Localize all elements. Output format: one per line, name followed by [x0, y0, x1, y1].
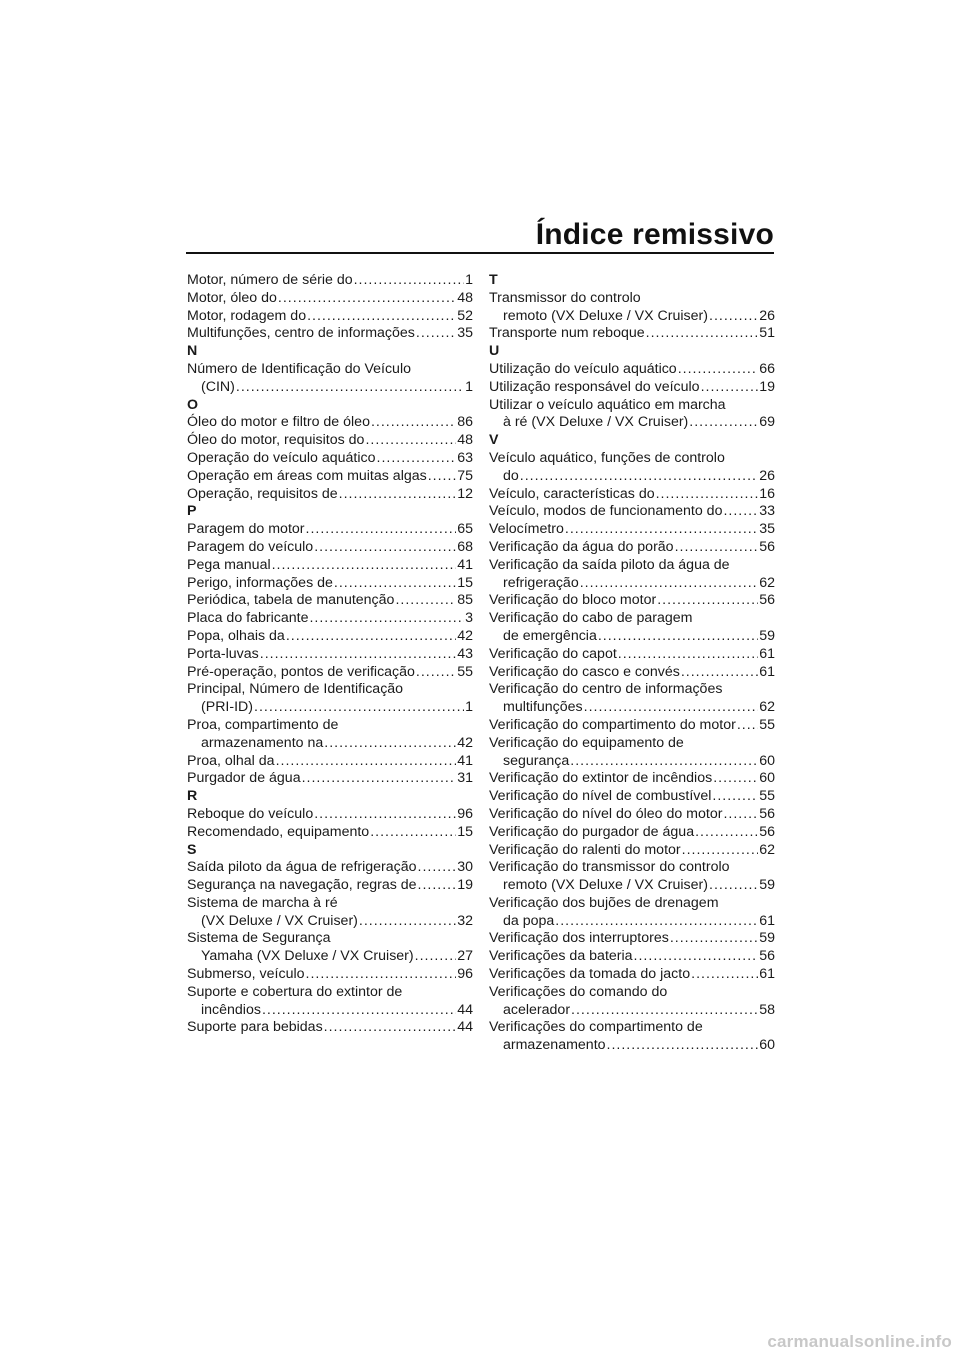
index-entry-page: 48 — [457, 432, 473, 449]
index-entry — [187, 521, 473, 539]
index-entry — [187, 628, 473, 646]
index-entry — [489, 468, 775, 486]
index-entry-text: Saída piloto da água de refrigeração — [187, 859, 417, 876]
dot-leader — [415, 948, 457, 966]
index-entry-page: 62 — [759, 574, 775, 591]
index-entry-page: 27 — [457, 948, 473, 965]
index-entry-page: 56 — [759, 823, 775, 840]
index-entry — [187, 379, 473, 397]
index-entry-text: Periódica, tabela de manutenção — [187, 592, 395, 609]
dot-leader — [723, 806, 758, 824]
index-entry-text: Velocímetro — [489, 521, 564, 538]
index-entry-text: segurança — [503, 752, 570, 769]
index-entry — [187, 1002, 473, 1020]
index-entry-first-line: Verificação do centro de informações — [489, 681, 723, 698]
index-entry — [489, 628, 775, 646]
index-entry-text: Verificação dos interruptores — [489, 930, 669, 947]
index-entry-page: 42 — [457, 627, 473, 644]
dot-leader — [689, 414, 758, 432]
index-entry — [489, 503, 775, 521]
index-entry-text: Motor, número de série do — [187, 272, 353, 288]
index-entry — [489, 824, 775, 842]
dot-leader — [646, 325, 759, 343]
dot-leader — [371, 414, 456, 432]
index-entry — [489, 486, 775, 504]
index-entry — [187, 272, 473, 290]
index-entry — [187, 948, 473, 966]
index-entry-page: 66 — [759, 360, 775, 377]
index-entry-page: 59 — [759, 627, 775, 644]
index-entry — [489, 913, 775, 931]
index-entry — [187, 966, 473, 984]
index-entry-text: Operação em áreas com muitas algas — [187, 467, 427, 484]
index-entry — [489, 717, 775, 735]
index-entry-text: Pré-operação, pontos de verificação — [187, 663, 415, 680]
dot-leader — [260, 646, 456, 664]
index-entry-page: 33 — [759, 503, 775, 520]
index-entry — [489, 361, 775, 379]
dot-leader — [723, 503, 758, 521]
index-entry-first-line: Utilizar o veículo aquático em marcha — [489, 396, 726, 413]
index-entry-page: 26 — [759, 307, 775, 324]
index-entry-page: 44 — [457, 1019, 473, 1036]
index-entry — [489, 539, 775, 557]
index-section-letter: S — [187, 841, 197, 858]
dot-leader — [314, 806, 456, 824]
dot-leader — [709, 877, 758, 895]
index-entry-page: 41 — [457, 556, 473, 573]
dot-leader — [302, 770, 457, 788]
index-entry-text: Paragem do veículo — [187, 538, 314, 555]
index-entry-page: 30 — [457, 859, 473, 876]
index-entry — [187, 414, 473, 432]
index-entry — [187, 468, 473, 486]
index-column-left — [187, 272, 473, 1037]
index-entry-text: incêndios — [201, 1001, 261, 1018]
index-entry — [187, 770, 473, 788]
index-entry — [187, 610, 473, 628]
index-entry — [187, 486, 473, 504]
index-entry-page: 35 — [759, 521, 775, 538]
index-entry-first-line: Veículo aquático, funções de controlo — [489, 449, 725, 466]
index-entry-page: 62 — [759, 841, 775, 858]
dot-leader — [555, 913, 758, 931]
index-entry-text: Recomendado, equipamento — [187, 823, 370, 840]
index-entry-text: Paragem do motor — [187, 521, 305, 538]
dot-leader — [520, 468, 758, 486]
dot-leader — [354, 272, 465, 290]
dot-leader — [656, 486, 759, 504]
index-entry — [489, 325, 775, 343]
index-entry-page: 31 — [457, 770, 473, 787]
index-entry-text: armazenamento — [503, 1037, 606, 1054]
index-entry — [187, 753, 473, 771]
index-entry — [489, 842, 775, 860]
index-entry — [187, 557, 473, 575]
dot-leader — [634, 948, 759, 966]
dot-leader — [571, 1002, 758, 1020]
index-entry-text: Verificação do bloco motor — [489, 592, 657, 609]
dot-leader — [306, 521, 457, 539]
index-section-letter: V — [489, 432, 499, 449]
index-section-letter: U — [489, 343, 500, 360]
index-entry — [489, 877, 775, 895]
index-entry-text: Submerso, veículo — [187, 966, 305, 983]
index-entry-text: Operação, requisitos de — [187, 485, 338, 502]
index-section-letter: N — [187, 343, 198, 360]
index-entry-first-line: Verificação do equipamento de — [489, 734, 684, 751]
index-entry-page: 63 — [457, 449, 473, 466]
index-entry-page: 3 — [465, 610, 473, 627]
index-entry — [187, 664, 473, 682]
dot-leader — [306, 966, 457, 984]
index-entry-text: Purgador de água — [187, 770, 301, 787]
index-entry-text: (PRI-ID) — [201, 699, 254, 716]
index-entry-page: 59 — [759, 877, 775, 894]
index-entry — [187, 308, 473, 326]
dot-leader — [339, 486, 457, 504]
index-entry-first-line: Sistema de Segurança — [187, 930, 331, 947]
dot-leader — [657, 592, 758, 610]
index-entry-page: 65 — [457, 521, 473, 538]
index-entry-page: 60 — [759, 770, 775, 787]
index-entry — [187, 824, 473, 842]
index-entry-first-line: Verificação dos bujões de drenagem — [489, 894, 719, 911]
dot-leader — [370, 824, 456, 842]
dot-leader — [695, 824, 758, 842]
dot-leader — [682, 842, 759, 860]
index-entry-text: Perigo, informações de — [187, 574, 333, 591]
dot-leader — [712, 788, 758, 806]
watermark-footer: carmanualsonline.info — [767, 1332, 952, 1351]
index-entry-text: Utilização responsável do veículo — [489, 378, 700, 395]
index-entry-page: 51 — [759, 325, 775, 342]
index-entry-first-line: Verificação do cabo de paragem — [489, 610, 693, 627]
index-entry-text: Porta-luvas — [187, 645, 259, 662]
index-entry — [489, 770, 775, 788]
index-entry-text: Placa do fabricante — [187, 610, 309, 627]
index-entry — [187, 450, 473, 468]
index-entry-page: 52 — [457, 307, 473, 324]
index-entry — [489, 521, 775, 539]
dot-leader — [334, 575, 456, 593]
index-entry-page: 56 — [759, 805, 775, 822]
dot-leader — [314, 539, 456, 557]
index-entry-text: Motor, rodagem do — [187, 307, 307, 324]
index-entry — [187, 699, 473, 717]
index-entry — [187, 575, 473, 593]
index-entry-text: de emergência — [503, 627, 597, 644]
dot-leader — [324, 735, 456, 753]
dot-leader — [254, 699, 464, 717]
index-entry-text: Verificação do ralenti do motor — [489, 841, 681, 858]
dot-leader — [580, 575, 759, 593]
title-rule — [186, 252, 774, 254]
index-entry-page: 61 — [759, 966, 775, 983]
index-entry-page: 48 — [457, 289, 473, 306]
index-entry-page: 15 — [457, 574, 473, 591]
index-entry-text: remoto (VX Deluxe / VX Cruiser) — [503, 877, 708, 894]
dot-leader — [584, 699, 759, 717]
dot-leader — [324, 1019, 457, 1037]
index-entry — [489, 414, 775, 432]
index-entry-first-line: Número de Identificação do Veículo — [187, 360, 411, 377]
dot-leader — [607, 1037, 759, 1055]
index-entry-text: Pega manual — [187, 556, 271, 573]
page-title: Índice remissivo — [535, 218, 774, 251]
index-entry-page: 96 — [457, 805, 473, 822]
dot-leader — [416, 664, 456, 682]
index-entry-page: 68 — [457, 538, 473, 555]
index-entry — [489, 1002, 775, 1020]
index-entry-first-line: Principal, Número de Identificação — [187, 681, 404, 698]
dot-leader — [737, 717, 758, 735]
dot-leader — [598, 628, 758, 646]
index-entry — [187, 432, 473, 450]
index-entry-page: 26 — [759, 467, 775, 484]
index-entry — [489, 806, 775, 824]
dot-leader — [395, 592, 456, 610]
index-entry — [489, 379, 775, 397]
index-entry-first-line: Verificações do compartimento de — [489, 1019, 703, 1036]
index-entry-text: (VX Deluxe / VX Cruiser) — [201, 912, 358, 929]
dot-leader — [236, 379, 464, 397]
index-entry — [489, 753, 775, 771]
index-entry-text: Verificação do nível de combustível — [489, 788, 712, 805]
index-entry-text: Veículo, características do — [489, 485, 655, 502]
index-entry-text: Proa, olhal da — [187, 752, 275, 769]
dot-leader — [618, 646, 758, 664]
index-entry — [187, 646, 473, 664]
index-entry-text: Suporte para bebidas — [187, 1019, 323, 1036]
index-entry-page: 62 — [759, 699, 775, 716]
index-entry-first-line: Verificação da saída piloto da água de — [489, 556, 730, 573]
index-entry-text: Verificação do compartimento do motor — [489, 716, 736, 733]
index-entry-page: 19 — [759, 378, 775, 395]
index-entry-page: 42 — [457, 734, 473, 751]
index-entry — [489, 308, 775, 326]
index-section-letter: R — [187, 788, 198, 805]
index-entry-text: Utilização do veículo aquático — [489, 360, 677, 377]
index-entry-text: Verificação do nível do óleo do motor — [489, 805, 723, 822]
index-entry-page: 16 — [759, 485, 775, 502]
dot-leader — [565, 521, 758, 539]
index-entry-first-line: Sistema de marcha à ré — [187, 894, 338, 911]
dot-leader — [262, 1002, 456, 1020]
index-entry-text: Transporte num reboque — [489, 325, 645, 342]
index-entry-text: acelerador — [503, 1001, 571, 1018]
index-entry-page: 32 — [457, 912, 473, 929]
index-entry — [187, 877, 473, 895]
index-entry-page: 41 — [457, 752, 473, 769]
index-entry-page: 56 — [759, 538, 775, 555]
index-entry-text: Verificações da bateria — [489, 948, 633, 965]
dot-leader — [681, 664, 758, 682]
dot-leader — [416, 325, 456, 343]
index-entry-text: Óleo do motor e filtro de óleo — [187, 414, 370, 431]
index-entry-text: Segurança na navegação, regras de — [187, 877, 417, 894]
index-entry-text: Multifunções, centro de informações — [187, 325, 415, 342]
dot-leader — [678, 361, 759, 379]
dot-leader — [418, 877, 457, 895]
index-entry-page: 75 — [457, 467, 473, 484]
index-entry-page: 55 — [759, 716, 775, 733]
index-entry-page: 86 — [457, 414, 473, 431]
dot-leader — [359, 913, 456, 931]
dot-leader — [709, 308, 758, 326]
index-entry-page: 12 — [457, 485, 473, 502]
dot-leader — [278, 290, 456, 308]
dot-leader — [428, 468, 456, 486]
dot-leader — [307, 308, 456, 326]
index-entry-text: Operação do veículo aquático — [187, 449, 376, 466]
index-entry-text: Verificação da água do porão — [489, 538, 674, 555]
index-entry-page: 61 — [759, 645, 775, 662]
index-entry-first-line: Verificações do comando do — [489, 983, 668, 1000]
index-entry — [187, 592, 473, 610]
index-entry-page: 61 — [759, 912, 775, 929]
index-entry-page: 35 — [457, 325, 473, 342]
index-entry-text: à ré (VX Deluxe / VX Cruiser) — [503, 414, 689, 431]
index-entry-page: 1 — [465, 378, 473, 395]
index-entry-page: 55 — [457, 663, 473, 680]
index-entry-text: Óleo do motor, requisitos do — [187, 432, 365, 449]
dot-leader — [675, 539, 759, 557]
index-entry-page: 96 — [457, 966, 473, 983]
index-entry — [489, 575, 775, 593]
index-column-right — [489, 272, 775, 1055]
index-entry-text: Popa, olhais da — [187, 627, 285, 644]
dot-leader — [713, 770, 758, 788]
index-entry — [187, 735, 473, 753]
index-entry-page: 1 — [465, 699, 473, 716]
index-entry — [489, 966, 775, 984]
index-entry — [187, 290, 473, 308]
dot-leader — [570, 753, 758, 771]
index-entry-page: 56 — [759, 592, 775, 609]
index-entry — [187, 806, 473, 824]
index-entry-page: 58 — [759, 1001, 775, 1018]
index-entry-text: remoto (VX Deluxe / VX Cruiser) — [503, 307, 708, 324]
index-entry-page: 61 — [759, 663, 775, 680]
dot-leader — [691, 966, 758, 984]
index-entry-page: 69 — [759, 414, 775, 431]
index-entry — [489, 664, 775, 682]
dot-leader — [377, 450, 457, 468]
index-entry-page: 60 — [759, 1037, 775, 1054]
index-entry — [489, 592, 775, 610]
index-entry-text: Verificações da tomada do jacto — [489, 966, 691, 983]
index-entry-first-line: Verificação do transmissor do controlo — [489, 859, 730, 876]
dot-leader — [276, 753, 457, 771]
index-entry — [489, 1037, 775, 1055]
index-entry-text: Reboque do veículo — [187, 805, 314, 822]
index-entry-page: 15 — [457, 823, 473, 840]
dot-leader — [309, 610, 464, 628]
dot-leader — [286, 628, 456, 646]
index-entry-text: Verificação do purgador de água — [489, 823, 695, 840]
index-entry — [489, 948, 775, 966]
index-entry-text: Veículo, modos de funcionamento do — [489, 503, 723, 520]
index-entry-text: multifunções — [503, 699, 583, 716]
index-entry-page: 60 — [759, 752, 775, 769]
index-entry — [489, 646, 775, 664]
index-entry-text: refrigeração — [503, 574, 579, 591]
index-entry-page: 1 — [465, 272, 473, 288]
index-section-letter: O — [187, 396, 199, 413]
dot-leader — [701, 379, 759, 397]
index-entry — [187, 913, 473, 931]
index-entry — [187, 325, 473, 343]
index-entry — [489, 930, 775, 948]
index-entry — [187, 539, 473, 557]
dot-leader — [418, 859, 457, 877]
index-entry — [489, 788, 775, 806]
index-entry-text: da popa — [503, 912, 555, 929]
index-entry-first-line: Proa, compartimento de — [187, 716, 339, 733]
index-entry-text: Motor, óleo do — [187, 289, 277, 306]
index-entry-text: (CIN) — [201, 378, 235, 395]
index-entry-page: 55 — [759, 788, 775, 805]
index-entry-page: 44 — [457, 1001, 473, 1018]
index-entry-first-line: Transmissor do controlo — [489, 289, 641, 306]
index-entry-text: Verificação do capot — [489, 645, 617, 662]
index-entry — [187, 859, 473, 877]
dot-leader — [365, 432, 456, 450]
index-entry-text: Verificação do extintor de incêndios — [489, 770, 713, 787]
index-entry — [489, 699, 775, 717]
dot-leader — [272, 557, 457, 575]
index-entry-page: 56 — [759, 948, 775, 965]
index-section-letter: T — [489, 272, 498, 288]
index-entry-page: 19 — [457, 877, 473, 894]
index-entry-page: 59 — [759, 930, 775, 947]
dot-leader — [670, 930, 758, 948]
index-section-letter: P — [187, 503, 197, 520]
index-entry-page: 43 — [457, 645, 473, 662]
index-entry-text: do — [503, 467, 519, 484]
index-entry-text: armazenamento na — [201, 734, 324, 751]
index-entry-text: Yamaha (VX Deluxe / VX Cruiser) — [201, 948, 414, 965]
index-entry-text: Verificação do casco e convés — [489, 663, 680, 680]
index-entry-first-line: Suporte e cobertura do extintor de — [187, 983, 403, 1000]
index-entry — [187, 1019, 473, 1037]
index-entry-page: 85 — [457, 592, 473, 609]
